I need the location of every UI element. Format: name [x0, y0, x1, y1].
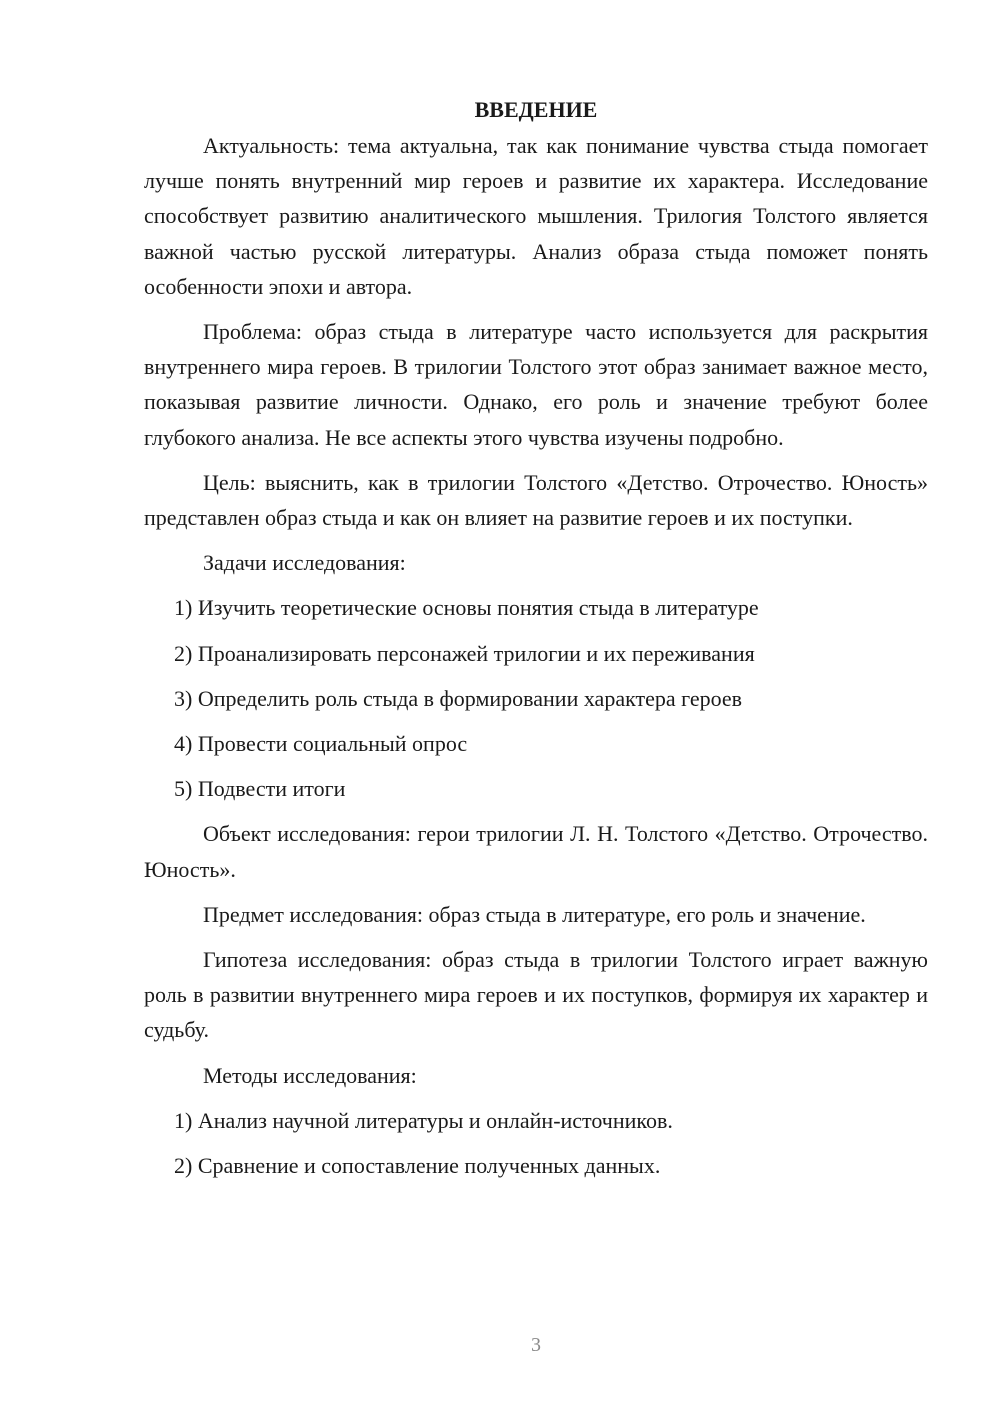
paragraph-relevance: Актуальность: тема актуальна, так как понимание чувства стыда помогает лучше понять внутренний мир героев и развитие их характера. Исследование способствует развитию аналитического мышления. Трилогия Толстого является важной частью русской литературы. Анализ образа стыда поможет понять особенности эпохи и автора. — [144, 133, 928, 299]
page-number: 3 — [531, 1334, 541, 1356]
task-item-3: 3) Определить роль стыда в формировании характера героев — [174, 685, 743, 711]
paragraph-problem: Проблема: образ стыда в литературе часто используется для раскрытия внутреннего мира героев. В трилогии Толстого этот образ занимает важное место, показывая развитие личности. Однако, его роль и значение требуют более глубокого анализа. Не все аспекты этого чувства изучены подробно. — [144, 319, 928, 450]
task-item-4: 4) Провести социальный опрос — [174, 731, 468, 757]
paragraph-methods-heading: Методы исследования: — [203, 1062, 417, 1088]
paragraph-tasks-heading: Задачи исследования: — [203, 550, 406, 576]
paragraph-hypothesis: Гипотеза исследования: образ стыда в трилогии Толстого играет важную роль в развитии внутреннего мира героев и их поступков, формируя их характер и судьбу. — [144, 947, 928, 1043]
paragraph-goal: Цель: выяснить, как в трилогии Толстого «Детство. Отрочество. Юность» представлен образ стыда и как он влияет на развитие героев и их поступки. — [144, 469, 928, 531]
page-title: ВВЕДЕНИЕ — [474, 97, 598, 122]
task-item-1: 1) Изучить теоретические основы понятия стыда в литературе — [174, 595, 759, 621]
method-item-2: 2) Сравнение и сопоставление полученных данных. — [174, 1153, 661, 1179]
paragraph-object: Объект исследования: герои трилогии Л. Н. Толстого «Детство. Отрочество. Юность». — [144, 821, 928, 882]
method-item-1: 1) Анализ научной литературы и онлайн-источников. — [174, 1107, 673, 1133]
task-item-2: 2) Проанализировать персонажей трилогии и их переживания — [174, 640, 755, 666]
paragraph-subject: Предмет исследования: образ стыда в литературе, его роль и значение. — [203, 901, 866, 927]
task-item-5: 5) Подвести итоги — [174, 776, 346, 802]
page-body — [144, 92, 928, 1193]
